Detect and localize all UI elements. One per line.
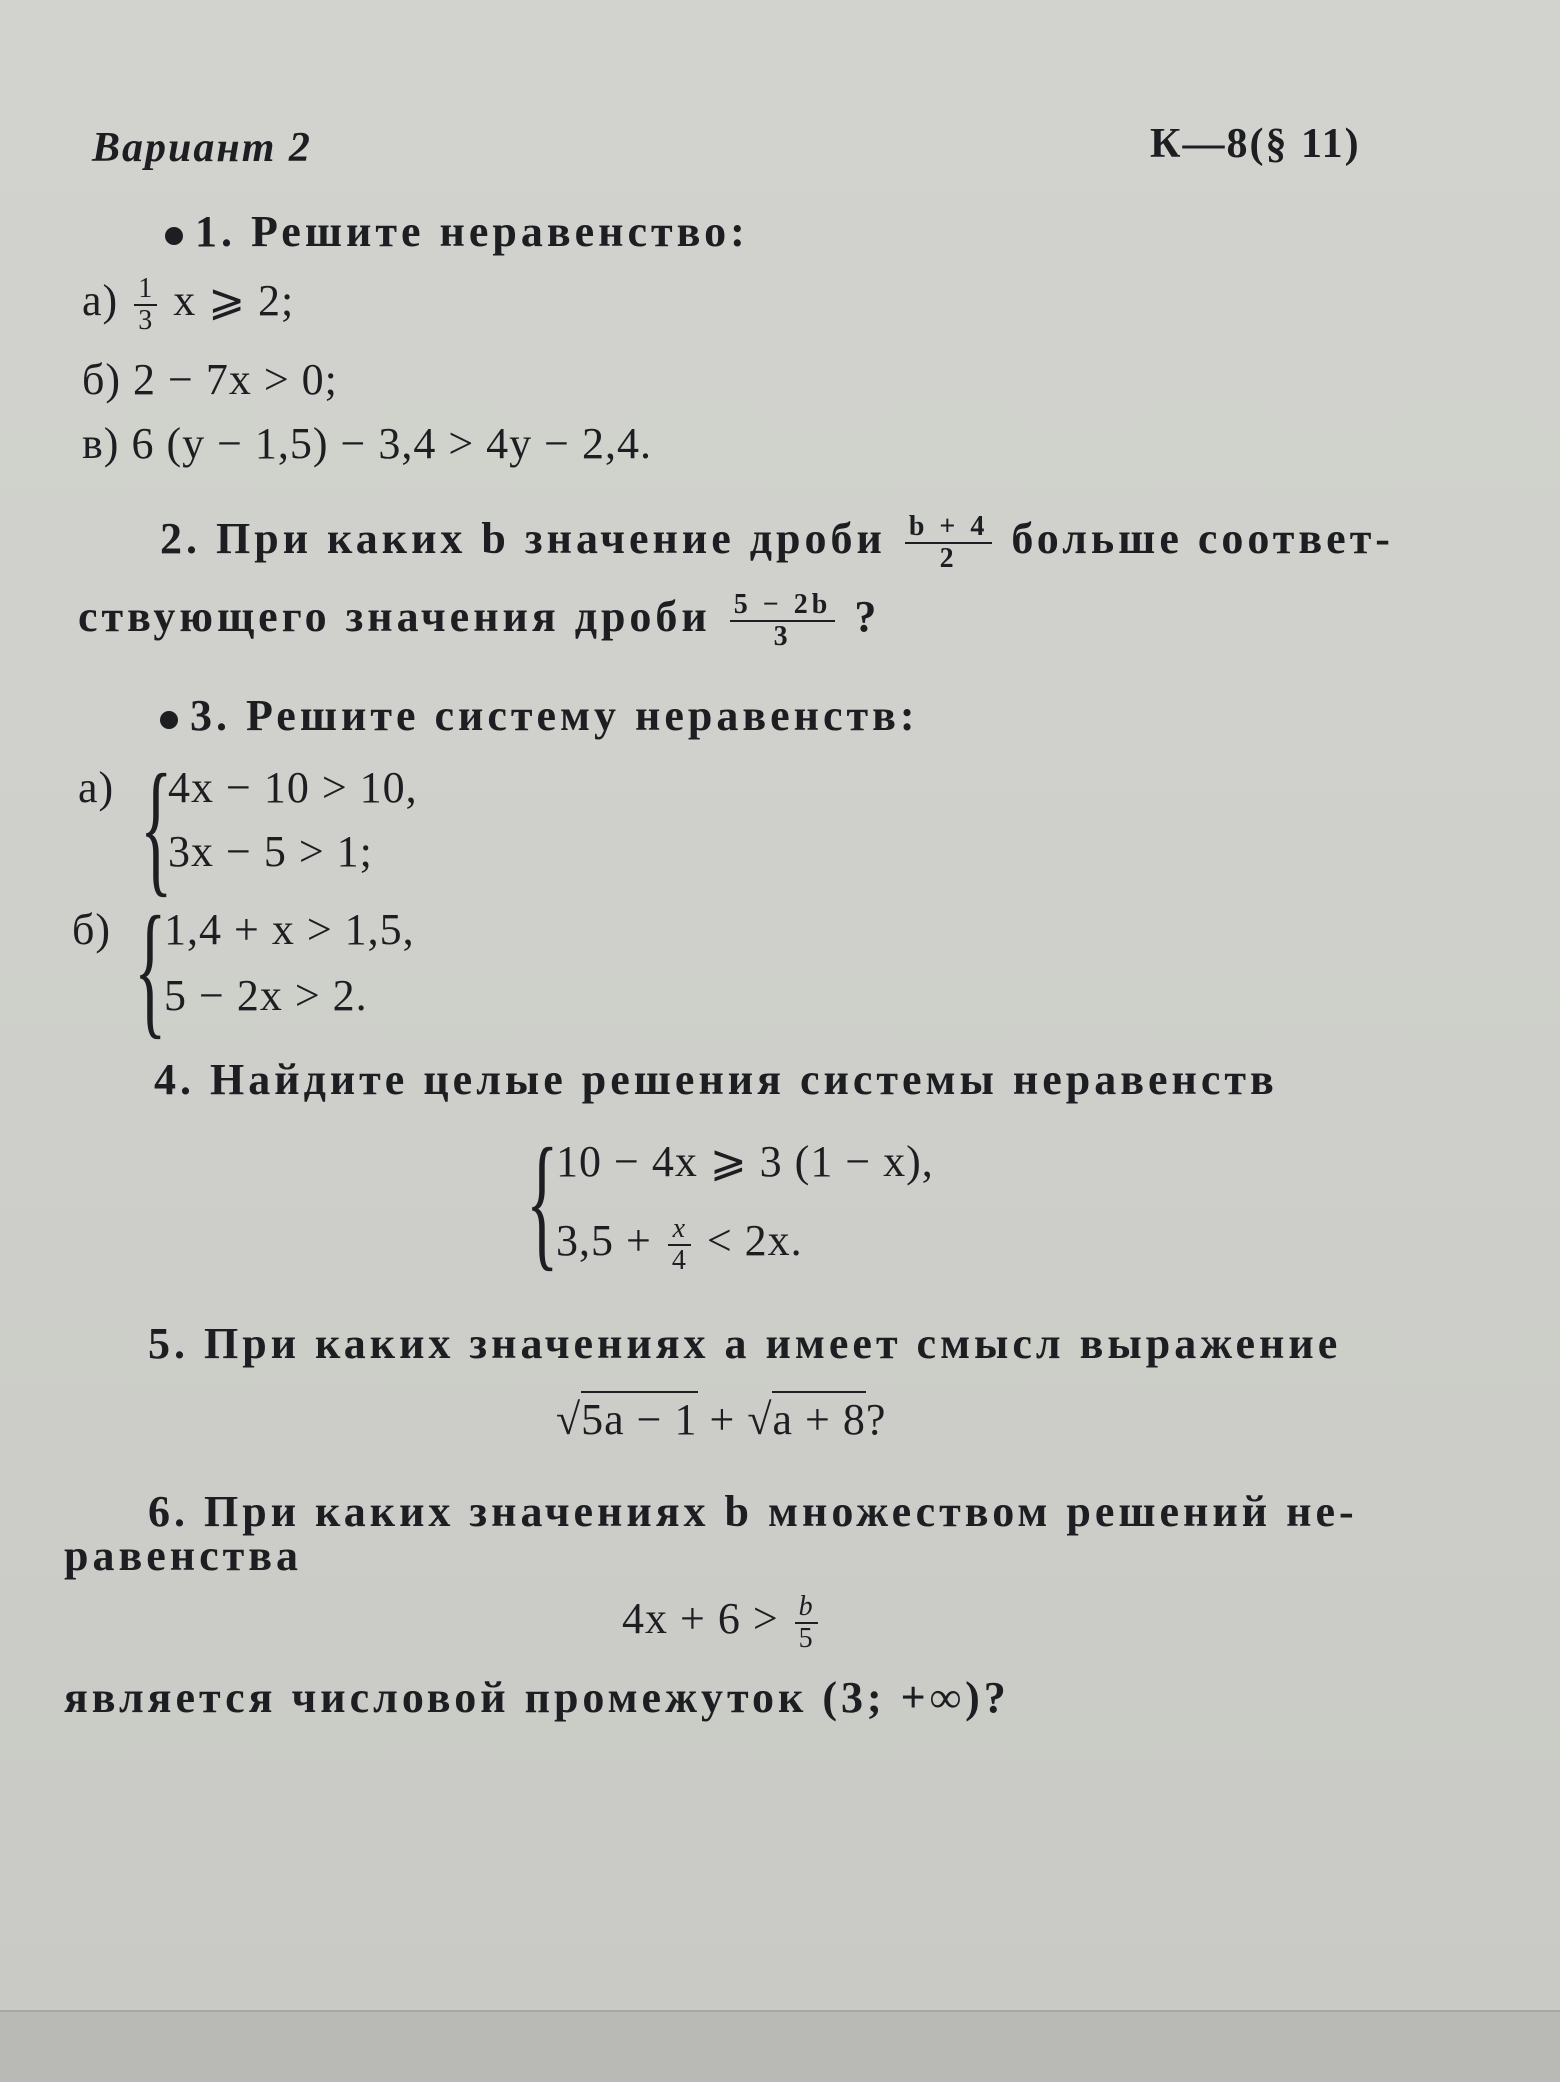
bullet-icon (165, 227, 183, 245)
task3-a-line1: 4x − 10 > 10, (168, 763, 418, 812)
background-surface (0, 2010, 1560, 2082)
task1-c-label: в) (82, 419, 120, 468)
task1-a-fraction: $\frac{1}{3}$ (134, 274, 157, 336)
task5-root-2: a + 8 (772, 1391, 865, 1444)
task2-line2: ствующего значения дроби $\frac{5 - 2b}{3}$ ? (78, 589, 881, 652)
bullet-icon (160, 711, 178, 729)
task6-line2: равенства (64, 1531, 303, 1580)
task1-a (82, 274, 294, 336)
task4-line2: 3,5 + $\frac{x}{4}$ < 2x. (556, 1213, 803, 1276)
task1-b (82, 354, 338, 406)
task1-c (82, 418, 652, 470)
brace-icon: { (140, 744, 173, 910)
task1-a-expr: x ⩾ 2; (173, 276, 295, 326)
task6-expression: 4x + 6 > $\frac{b}{5}$ (622, 1592, 822, 1654)
task2-fraction-2: $\frac{5 - 2b}{3}$ (730, 590, 836, 652)
task3-a-label: а) (78, 763, 115, 812)
task3-b-line2: 5 − 2x > 2. (164, 971, 368, 1020)
task1-b-label: б) (82, 355, 122, 404)
task5-root-1: 5a − 1 (581, 1391, 697, 1444)
task5-expression: √5a − 1 + √a + 8? (556, 1394, 886, 1446)
task1-c-expr: 6 (y − 1,5) − 3,4 > 4y − 2,4. (131, 419, 652, 468)
task6-line1: 6. При каких значениях b множеством решений не- (148, 1487, 1358, 1536)
task2-line1: 2. При каких b значение дроби $\frac{b + 4}{2}$ больше соответ- (160, 511, 1394, 574)
brace-icon: { (134, 886, 167, 1052)
section-code: К—8(§ 11) (1150, 121, 1361, 167)
task4-title: 4. Найдите целые решения системы неравенств (154, 1055, 1278, 1104)
task6-line3: является числовой промежуток (3; +∞)? (64, 1673, 1010, 1722)
task3-b-line1: 1,4 + x > 1,5, (164, 905, 415, 954)
task3-b-label: б) (72, 905, 112, 954)
task5-title: 5. При каких значениях a имеет смысл выражение (148, 1319, 1342, 1368)
task6-fraction: $\frac{b}{5}$ (795, 1592, 818, 1654)
task4-fraction: $\frac{x}{4}$ (668, 1214, 691, 1276)
brace-icon: { (526, 1118, 559, 1284)
task1-title: 1. Решите неравенство: (165, 206, 749, 258)
task4-line1: 10 − 4x ⩾ 3 (1 − x), (556, 1137, 934, 1186)
task3-a-line2: 3x − 5 > 1; (168, 827, 373, 876)
task2-fraction-1: $\frac{b + 4}{2}$ (905, 512, 993, 574)
task1-a-label: а) (82, 276, 119, 326)
variant-title: Вариант 2 (92, 125, 312, 171)
task3-title: 3. Решите систему неравенств: (160, 690, 919, 742)
task1-b-expr: 2 − 7x > 0; (133, 355, 338, 404)
